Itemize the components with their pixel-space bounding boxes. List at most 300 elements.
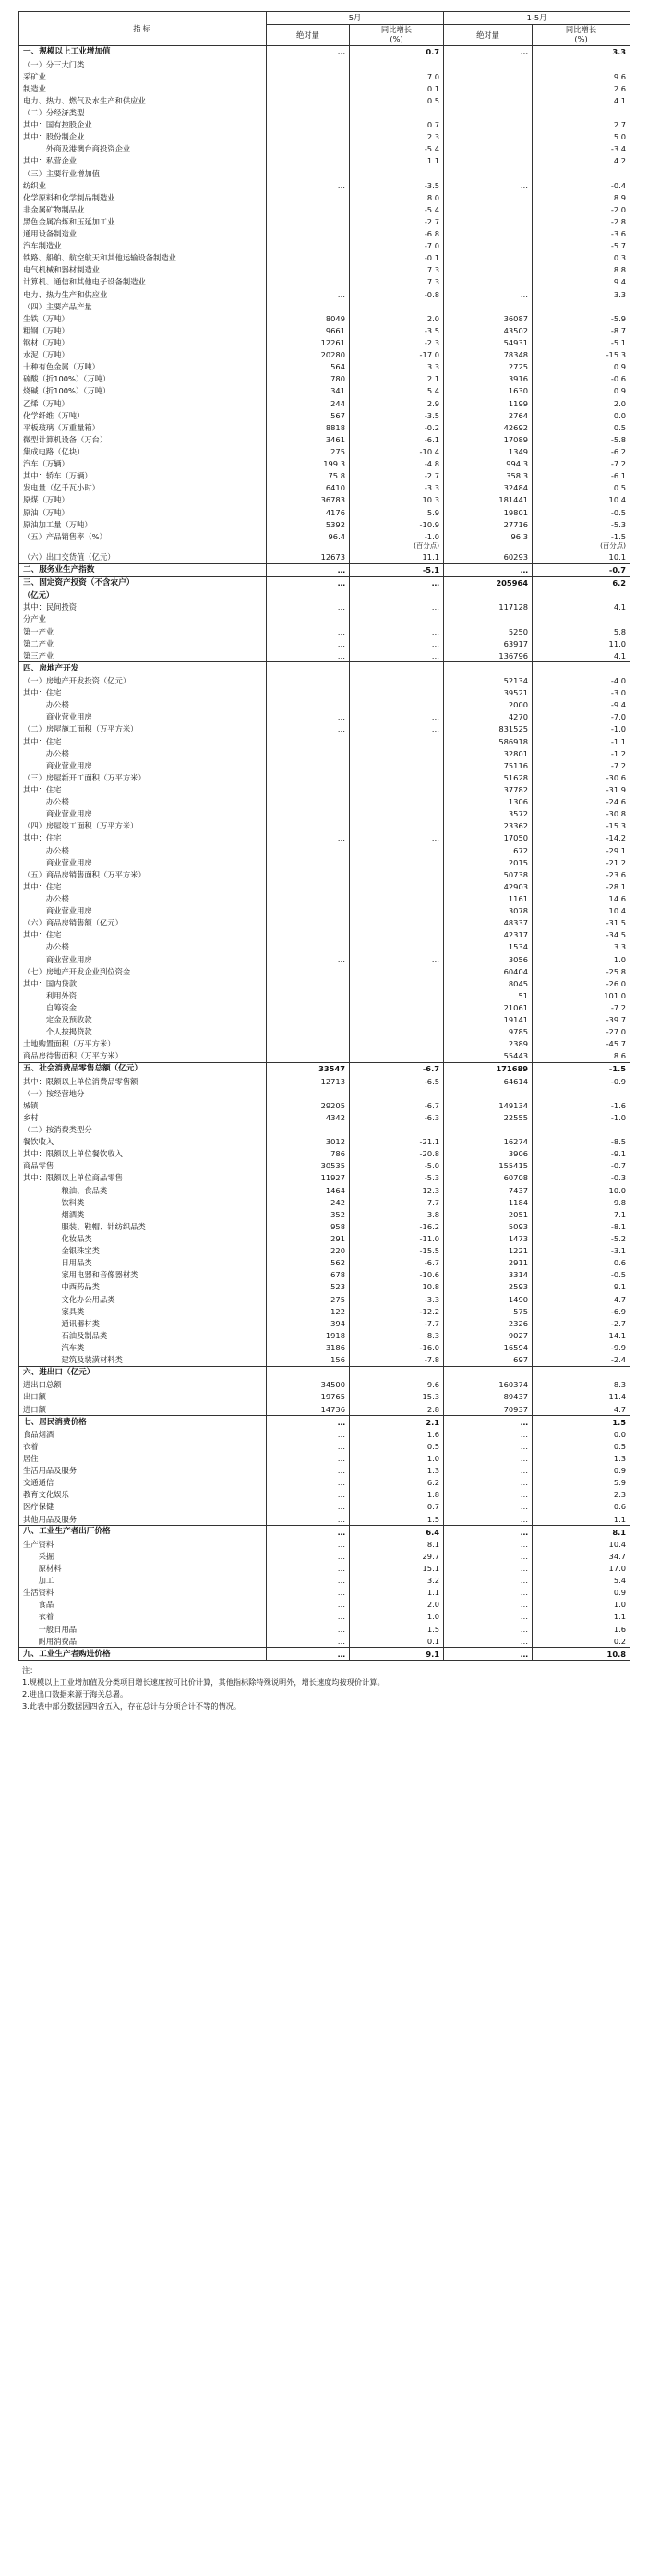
table-row <box>19 1160 630 1172</box>
month-growth-value <box>350 167 444 179</box>
table-row <box>19 1075 630 1087</box>
month-absolute-value: … <box>267 735 350 747</box>
ytd-absolute-value <box>444 542 533 550</box>
table-row <box>19 1221 630 1233</box>
row-label: 微型计算机设备（万台） <box>19 434 267 446</box>
table-row <box>19 494 630 506</box>
table-row <box>19 446 630 458</box>
row-label: 四、房地产开发 <box>19 662 267 675</box>
ytd-absolute-value: … <box>444 264 533 276</box>
row-label: 办公楼 <box>19 747 267 759</box>
ytd-growth-value: -5.2 <box>533 1233 630 1245</box>
row-label: （三）主要行业增加值 <box>19 167 267 179</box>
month-growth-value: 1.0 <box>350 1611 444 1623</box>
month-absolute-value <box>267 300 350 312</box>
ytd-absolute-value: 9785 <box>444 1026 533 1038</box>
month-growth-value: 8.3 <box>350 1329 444 1341</box>
row-label: 原油（万吨） <box>19 506 267 518</box>
ytd-absolute-value: 78348 <box>444 349 533 361</box>
month-absolute-value: … <box>267 1550 350 1562</box>
month-absolute-value: … <box>267 905 350 917</box>
ytd-growth-value: 2.6 <box>533 82 630 94</box>
row-label: 烧碱（折100%）（万吨） <box>19 385 267 397</box>
ytd-growth-header <box>533 25 630 46</box>
ytd-absolute-value: 3572 <box>444 808 533 820</box>
month-growth-value: 2.9 <box>350 397 444 409</box>
ytd-absolute-value: … <box>444 1526 533 1539</box>
month-growth-value: … <box>350 649 444 662</box>
month-absolute-value: … <box>267 1526 350 1539</box>
month-absolute-value <box>267 1124 350 1136</box>
month-growth-value: -20.8 <box>350 1148 444 1160</box>
ytd-absolute-value: … <box>444 1440 533 1452</box>
table-row <box>19 1112 630 1124</box>
ytd-absolute-value: 1221 <box>444 1245 533 1257</box>
month-absolute-value: 3012 <box>267 1136 350 1148</box>
ytd-growth-value: -7.2 <box>533 1002 630 1014</box>
ytd-absolute-value: 2326 <box>444 1317 533 1329</box>
table-row <box>19 1416 630 1429</box>
row-label: 钢材（万吨） <box>19 337 267 349</box>
row-label: （三）房屋新开工面积（万平方米） <box>19 771 267 783</box>
month-absolute-value: … <box>267 820 350 832</box>
ytd-absolute-value: 52134 <box>444 675 533 687</box>
ytd-absolute-value: 48337 <box>444 917 533 929</box>
month-growth-value: -2.7 <box>350 216 444 228</box>
month-growth-value: … <box>350 1002 444 1014</box>
table-row <box>19 1063 630 1076</box>
ytd-absolute-value: 2911 <box>444 1257 533 1269</box>
month-growth-value: 11.1 <box>350 550 444 563</box>
table-row <box>19 1635 630 1648</box>
ytd-growth-value: -45.7 <box>533 1038 630 1050</box>
table-row <box>19 240 630 252</box>
month-absolute-value: 352 <box>267 1208 350 1220</box>
month-growth-value: 2.0 <box>350 1599 444 1611</box>
footnote-line: 注： <box>22 1665 38 1675</box>
ytd-absolute-value: 60404 <box>444 965 533 977</box>
ytd-absolute-value <box>444 300 533 312</box>
table-row <box>19 58 630 70</box>
table-row <box>19 1391 630 1403</box>
footnote-line: 3.此表中部分数据因四舍五入，存在总计与分项合计不等的情况。 <box>22 1701 242 1711</box>
table-row <box>19 711 630 723</box>
ytd-absolute-value: 42903 <box>444 880 533 892</box>
month-absolute-value: 20280 <box>267 349 350 361</box>
month-growth-value: 2.1 <box>350 373 444 385</box>
ytd-absolute-value: 42317 <box>444 929 533 941</box>
ytd-growth-value: 7.1 <box>533 1208 630 1220</box>
ytd-absolute-value: … <box>444 1416 533 1429</box>
ytd-absolute-value: … <box>444 203 533 215</box>
table-row <box>19 1329 630 1341</box>
ytd-absolute-value: 181441 <box>444 494 533 506</box>
month-absolute-value: 4342 <box>267 1112 350 1124</box>
month-absolute-value: … <box>267 868 350 880</box>
ytd-growth-value: -6.9 <box>533 1305 630 1317</box>
row-label: 乙烯（万吨） <box>19 397 267 409</box>
ytd-absolute-value: 16594 <box>444 1342 533 1354</box>
month-growth-value: … <box>350 576 444 589</box>
month-absolute-value: 33547 <box>267 1063 350 1076</box>
ytd-growth-value: 0.5 <box>533 482 630 494</box>
table-row <box>19 506 630 518</box>
ytd-growth-value: 0.9 <box>533 385 630 397</box>
ytd-growth-value: -39.7 <box>533 1014 630 1026</box>
ytd-growth-value: -5.1 <box>533 337 630 349</box>
table-row <box>19 252 630 264</box>
month-growth-value: -6.5 <box>350 1075 444 1087</box>
row-label: 生活用品及服务 <box>19 1465 267 1477</box>
month-growth-value: 15.1 <box>350 1563 444 1575</box>
table-row <box>19 589 630 601</box>
row-label: 通讯器材类 <box>19 1317 267 1329</box>
row-label: 采矿业 <box>19 70 267 82</box>
ytd-growth-value: -34.5 <box>533 929 630 941</box>
growth-header-line-2: (%) <box>390 34 403 43</box>
month-absolute-value: 156 <box>267 1354 350 1367</box>
ytd-absolute-value: 205964 <box>444 576 533 589</box>
month-growth-value: 1.0 <box>350 1453 444 1465</box>
month-growth-value: -10.4 <box>350 446 444 458</box>
table-row <box>19 550 630 563</box>
month-growth-value: -5.3 <box>350 1172 444 1184</box>
ytd-absolute-value: 1490 <box>444 1293 533 1305</box>
month-growth-value: 0.7 <box>350 46 444 59</box>
ytd-absolute-value: … <box>444 1623 533 1635</box>
ytd-absolute-value: … <box>444 70 533 82</box>
row-label: 黑色金属冶炼和压延加工业 <box>19 216 267 228</box>
row-label: 餐饮收入 <box>19 1136 267 1148</box>
month-absolute-value: … <box>267 179 350 191</box>
month-absolute-value: 678 <box>267 1269 350 1281</box>
month-absolute-value: … <box>267 276 350 288</box>
month-growth-value: 8.0 <box>350 191 444 203</box>
month-absolute-value: 5392 <box>267 518 350 530</box>
ytd-absolute-value: 4270 <box>444 711 533 723</box>
row-label: （七）房地产开发企业到位资金 <box>19 965 267 977</box>
table-row <box>19 46 630 59</box>
month-absolute-value: … <box>267 832 350 844</box>
month-growth-value: -3.5 <box>350 409 444 421</box>
month-growth-value: (百分点) <box>350 542 444 550</box>
row-label: 纺织业 <box>19 179 267 191</box>
ytd-absolute-value: 51 <box>444 989 533 1001</box>
month-absolute-value: 29205 <box>267 1099 350 1111</box>
ytd-growth-value: -5.3 <box>533 518 630 530</box>
month-growth-value: 1.8 <box>350 1489 444 1501</box>
ytd-absolute-value: … <box>444 1587 533 1599</box>
ytd-growth-value: 0.0 <box>533 409 630 421</box>
table-row <box>19 409 630 421</box>
ytd-absolute-value: 3056 <box>444 953 533 965</box>
table-row <box>19 1379 630 1391</box>
row-label: 商业营业用房 <box>19 808 267 820</box>
month-absolute-value: … <box>267 1538 350 1550</box>
table-row <box>19 965 630 977</box>
ytd-absolute-value: 2593 <box>444 1281 533 1293</box>
ytd-growth-value: 1.0 <box>533 953 630 965</box>
month-absolute-value: … <box>267 240 350 252</box>
ytd-absolute-value: … <box>444 143 533 155</box>
month-growth-value: 1.5 <box>350 1623 444 1635</box>
month-growth-value <box>350 662 444 675</box>
table-row <box>19 637 630 649</box>
month-absolute-value: … <box>267 143 350 155</box>
month-absolute-value: 199.3 <box>267 458 350 470</box>
month-growth-value: … <box>350 989 444 1001</box>
month-absolute-value: … <box>267 687 350 699</box>
ytd-growth-value: -15.3 <box>533 820 630 832</box>
ytd-absolute-value: … <box>444 1453 533 1465</box>
row-label: 其中：国有控股企业 <box>19 119 267 131</box>
ytd-growth-value: 5.4 <box>533 1575 630 1587</box>
ytd-absolute-value: 21061 <box>444 1002 533 1014</box>
month-absolute-value: … <box>267 601 350 613</box>
ytd-absolute-value: 1199 <box>444 397 533 409</box>
row-label: 衣着 <box>19 1440 267 1452</box>
month-growth-value: -5.0 <box>350 1160 444 1172</box>
ytd-absolute-value: 70937 <box>444 1403 533 1416</box>
row-label: 分产业 <box>19 613 267 625</box>
month-absolute-value: … <box>267 880 350 892</box>
month-absolute-value: 562 <box>267 1257 350 1269</box>
month-growth-value: -6.7 <box>350 1099 444 1111</box>
ytd-growth-value: 101.0 <box>533 989 630 1001</box>
row-label: 铁路、船舶、航空航天和其他运输设备制造业 <box>19 252 267 264</box>
month-growth-value: -15.5 <box>350 1245 444 1257</box>
month-growth-value: 15.3 <box>350 1391 444 1403</box>
ytd-growth-value: -1.5 <box>533 530 630 542</box>
table-row <box>19 1317 630 1329</box>
month-growth-value: … <box>350 808 444 820</box>
month-absolute-value <box>267 662 350 675</box>
row-label: 第一产业 <box>19 625 267 637</box>
month-absolute-value <box>267 167 350 179</box>
table-row <box>19 723 630 735</box>
ytd-growth-value: 1.6 <box>533 1623 630 1635</box>
month-growth-value: -3.5 <box>350 325 444 337</box>
ytd-absolute-value: 64614 <box>444 1075 533 1087</box>
month-growth-value: 2.0 <box>350 312 444 324</box>
table-row <box>19 530 630 542</box>
ytd-growth-value: -3.4 <box>533 143 630 155</box>
ytd-absolute-value: … <box>444 1501 533 1513</box>
ytd-growth-value: -5.8 <box>533 434 630 446</box>
table-row <box>19 601 630 613</box>
row-label: 其中：住宅 <box>19 784 267 796</box>
ytd-growth-value: 4.2 <box>533 155 630 167</box>
ytd-growth-value: -7.2 <box>533 458 630 470</box>
row-label: 商品房待售面积（万平方米） <box>19 1050 267 1063</box>
row-label: 粗钢（万吨） <box>19 325 267 337</box>
footnote-line: 2.进出口数据来源于海关总署。 <box>22 1689 128 1699</box>
row-label: 汽车类 <box>19 1342 267 1354</box>
ytd-growth-value: -0.4 <box>533 179 630 191</box>
month-growth-value: 0.5 <box>350 1440 444 1452</box>
month-absolute-value: … <box>267 796 350 808</box>
ytd-growth-value: -6.1 <box>533 470 630 482</box>
table-row <box>19 518 630 530</box>
row-label: 化妆品类 <box>19 1233 267 1245</box>
row-label: 化学原料和化学制品制造业 <box>19 191 267 203</box>
row-label: 进出口总额 <box>19 1379 267 1391</box>
row-label: 烟酒类 <box>19 1208 267 1220</box>
row-label: 办公楼 <box>19 893 267 905</box>
table-row <box>19 893 630 905</box>
month-absolute-value: … <box>267 675 350 687</box>
month-absolute-value: … <box>267 82 350 94</box>
row-label: 十种有色金属（万吨） <box>19 361 267 373</box>
row-label: 非金属矿物制品业 <box>19 203 267 215</box>
month-absolute-value: … <box>267 1489 350 1501</box>
ytd-absolute-value: 51628 <box>444 771 533 783</box>
ytd-growth-value: 1.1 <box>533 1513 630 1526</box>
month-growth-value: 10.8 <box>350 1281 444 1293</box>
table-row <box>19 1099 630 1111</box>
row-label: 其中：轿车（万辆） <box>19 470 267 482</box>
month-growth-value: … <box>350 856 444 868</box>
month-absolute-value: … <box>267 1623 350 1635</box>
month-growth-value: 7.3 <box>350 276 444 288</box>
month-growth-value: 12.3 <box>350 1184 444 1196</box>
month-absolute-value <box>267 1087 350 1099</box>
month-absolute-value: … <box>267 941 350 953</box>
row-label: 发电量（亿千瓦小时） <box>19 482 267 494</box>
table-row <box>19 482 630 494</box>
ytd-absolute-value: 23362 <box>444 820 533 832</box>
row-label: （一）分三大门类 <box>19 58 267 70</box>
ytd-absolute-value: 7437 <box>444 1184 533 1196</box>
month-absolute-value: … <box>267 1563 350 1575</box>
table-row <box>19 1002 630 1014</box>
ytd-absolute-value: 2000 <box>444 699 533 711</box>
month-growth-value: … <box>350 965 444 977</box>
ytd-growth-value <box>533 662 630 675</box>
table-row <box>19 1477 630 1489</box>
table-row <box>19 434 630 446</box>
ytd-absolute-value: 2051 <box>444 1208 533 1220</box>
month-absolute-value: 3461 <box>267 434 350 446</box>
ytd-absolute-value: … <box>444 155 533 167</box>
row-label: 硫酸（折100%）（万吨） <box>19 373 267 385</box>
table-row <box>19 82 630 94</box>
month-growth-header <box>350 25 444 46</box>
ytd-growth-value: -14.2 <box>533 832 630 844</box>
month-growth-value: -16.2 <box>350 1221 444 1233</box>
ytd-growth-value: -2.0 <box>533 203 630 215</box>
ytd-growth-value: 4.7 <box>533 1293 630 1305</box>
month-growth-value: 1.1 <box>350 1587 444 1599</box>
month-absolute-value: 12673 <box>267 550 350 563</box>
month-growth-value: … <box>350 929 444 941</box>
month-growth-value: -12.2 <box>350 1305 444 1317</box>
row-label: 乡村 <box>19 1112 267 1124</box>
month-growth-value: … <box>350 844 444 856</box>
month-absolute-value: … <box>267 649 350 662</box>
row-label: 一、规模以上工业增加值 <box>19 46 267 59</box>
month-absolute-value: … <box>267 1513 350 1526</box>
month-absolute-value: 1464 <box>267 1184 350 1196</box>
month-growth-value: -1.0 <box>350 530 444 542</box>
table-row <box>19 300 630 312</box>
ytd-growth-value: -7.2 <box>533 759 630 771</box>
table-row <box>19 1563 630 1575</box>
table-row <box>19 542 630 550</box>
ytd-growth-value: 4.1 <box>533 601 630 613</box>
row-label: 外商及港澳台商投资企业 <box>19 143 267 155</box>
month-absolute-value: … <box>267 637 350 649</box>
table-row <box>19 1087 630 1099</box>
table-row <box>19 1513 630 1526</box>
month-absolute-value: 8049 <box>267 312 350 324</box>
month-absolute-value: 275 <box>267 446 350 458</box>
row-label: 定金及预收款 <box>19 1014 267 1026</box>
ytd-absolute-value <box>444 58 533 70</box>
ytd-growth-value: 5.9 <box>533 1477 630 1489</box>
month-growth-value: 3.8 <box>350 1208 444 1220</box>
month-absolute-value: 19765 <box>267 1391 350 1403</box>
row-label: 汽车（万辆） <box>19 458 267 470</box>
table-row <box>19 1453 630 1465</box>
month-absolute-value: 780 <box>267 373 350 385</box>
month-growth-value: -7.8 <box>350 1354 444 1367</box>
month-absolute-value <box>267 613 350 625</box>
month-absolute-value <box>267 542 350 550</box>
row-label: 一般日用品 <box>19 1623 267 1635</box>
month-absolute-value: … <box>267 1635 350 1648</box>
month-growth-value: 0.5 <box>350 94 444 106</box>
month-absolute-value: … <box>267 1587 350 1599</box>
row-label: 生铁（万吨） <box>19 312 267 324</box>
month-absolute-value: … <box>267 1501 350 1513</box>
ytd-growth-value: 0.5 <box>533 421 630 433</box>
ytd-growth-value: 8.8 <box>533 264 630 276</box>
row-label: 城镇 <box>19 1099 267 1111</box>
row-label: 食品烟酒 <box>19 1428 267 1440</box>
ytd-absolute-value <box>444 589 533 601</box>
table-row <box>19 470 630 482</box>
ytd-absolute-value: 1306 <box>444 796 533 808</box>
table-row <box>19 977 630 989</box>
ytd-absolute-header: 绝对量 <box>444 25 533 46</box>
row-label: 石油及制品类 <box>19 1329 267 1341</box>
ytd-absolute-value <box>444 167 533 179</box>
month-absolute-value: … <box>267 989 350 1001</box>
table-row <box>19 989 630 1001</box>
month-absolute-value: … <box>267 808 350 820</box>
row-label: 进口额 <box>19 1403 267 1416</box>
row-label: 出口额 <box>19 1391 267 1403</box>
month-growth-value: … <box>350 820 444 832</box>
month-growth-value: 1.6 <box>350 1428 444 1440</box>
month-growth-value: … <box>350 941 444 953</box>
ytd-growth-value: -25.8 <box>533 965 630 977</box>
row-label: 水泥（万吨） <box>19 349 267 361</box>
ytd-growth-value: 1.1 <box>533 1611 630 1623</box>
month-absolute-value: … <box>267 893 350 905</box>
table-row <box>19 1184 630 1196</box>
ytd-growth-value: 0.9 <box>533 1587 630 1599</box>
row-label: 九、工业生产者购进价格 <box>19 1648 267 1661</box>
ytd-growth-value: -29.1 <box>533 844 630 856</box>
month-absolute-value: … <box>267 1026 350 1038</box>
month-growth-value: 8.1 <box>350 1538 444 1550</box>
month-absolute-value: 34500 <box>267 1379 350 1391</box>
month-growth-value: … <box>350 675 444 687</box>
table-row <box>19 1428 630 1440</box>
table-row <box>19 1550 630 1562</box>
